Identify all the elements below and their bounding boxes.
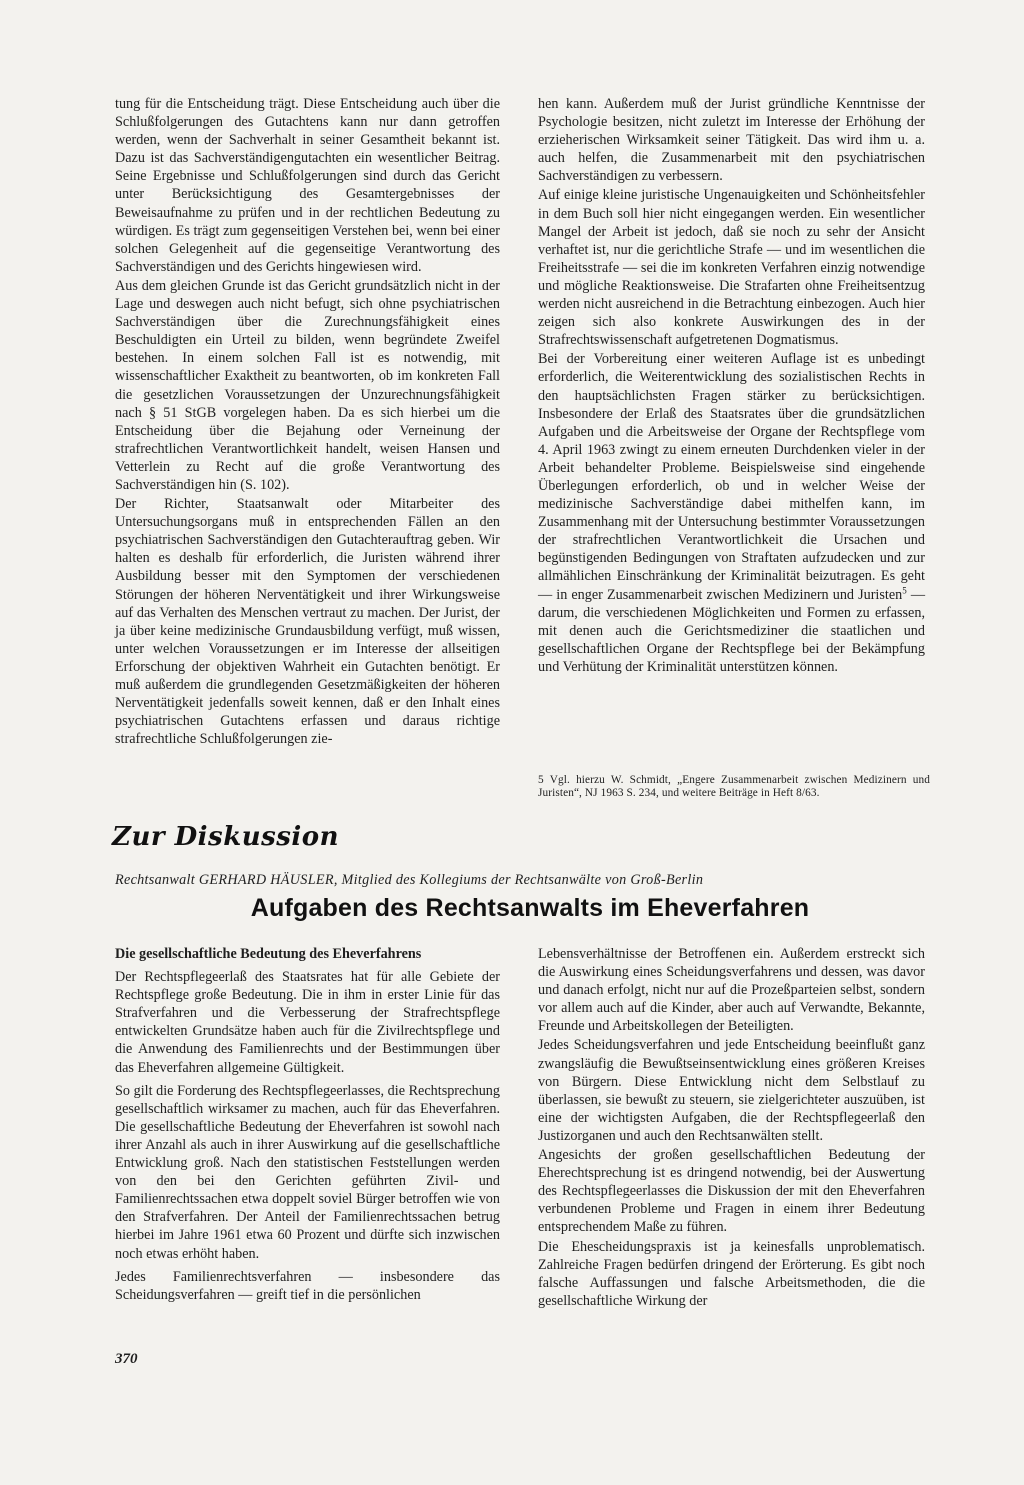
paragraph: Jedes Familienrechtsverfahren — insbesondere das Scheidungsverfahren — greift tief in die persönlichen	[115, 1268, 500, 1303]
bottom-right-column	[538, 945, 925, 1310]
paragraph: Aus dem gleichen Grunde ist das Gericht grundsätzlich nicht in der Lage und deswegen auch nicht befugt, sich ohne psychiatrischen Sachverständigen über die Zurechnungsfähigkeit eines Beschuldigten ein Urteil zu bilden, wenn begründete Zweifel bestehen. In einem solchen Fall ist es notwendig, mit wissenschaftlicher Exaktheit zu beantworten, ob im konkreten Fall die gesetzlichen Voraussetzungen der Unzurechnungsfähigkeit nach § 51 StGB vorgelegen haben. Da es sich hierbei um die Entscheidung über die Bejahung oder Verneinung der strafrechtlichen Verantwortlichkeit handelt, weisen Hansen und Vetterlein zu Recht auf die große Verantwortung des Sachverständigen hin (S. 102).	[115, 277, 500, 493]
paragraph: So gilt die Forderung des Rechtspflegeerlasses, die Rechtsprechung gesellschaftlich wirksamer zu machen, auch für das Eheverfahren. Die gesellschaftliche Bedeutung der Eheverfahren ist sowohl nach ihrer Anzahl als auch in ihrer Auswirkung auf die gesellschaftliche Entwicklung groß. Nach den statistischen Feststellungen werden von den bei den Gerichten geführten Zivil- und Familienrechtssachen etwa doppelt soviel Bürger betroffen wie von den Strafverfahren. Der Anteil der Familienrechtssachen betrug hierbei im Jahre 1961 etwa 60 Prozent und dürfte sich inzwischen noch etwas erhöht haben.	[115, 1082, 500, 1262]
top-left-column	[115, 95, 500, 748]
bottom-left-column	[115, 945, 500, 1304]
paragraph-text: Bei der Vorbereitung einer weiteren Auflage ist es unbedingt erforderlich, die Weiterentwicklung des sozialistischen Rechts in den hauptsächlichsten Fragen stärker zu berücksichtigen. Insbesondere der Erlaß des Staatsrates über die grundsätzlichen Aufgaben und die Arbeitsweise der Organe der Rechtspflege vom 4. April 1963 zwingt zu einem erneuten Durchdenken vieler in der Arbeit behandelter Probleme. Beispielsweise sind eingehende Überlegungen erforderlich, ob und in welcher Weise der medizinische Sachverständige dabei mithelfen kann, im Zusammenhang mit der Untersuchung bestimmter Voraussetzungen der strafrechtlichen Verantwortlichkeit die Ursachen und begünstigenden Bedingungen von Straftaten aufzudecken und zur allmählichen Einschränkung der Kriminalität beizutragen. Es geht — in enger Zusammenarbeit zwischen Medizinern und Juristen	[538, 351, 925, 603]
paragraph: Der Rechtspflegeerlaß des Staatsrates hat für alle Gebiete der Rechtspflege große Bedeutung. Die in ihm in erster Linie für das Strafverfahren und die Verbesserung der Strafrechtspflege entwickelten Grundsätze haben auch für die Zivilrechtspflege und die Anwendung des Familienrechts und der Bestimmungen über das Eheverfahren allgemeine Gültigkeit.	[115, 969, 500, 1076]
footnote-reference: 5	[902, 584, 907, 595]
paragraph-text: — darum, die verschiedenen Möglichkeiten und Formen zu erfassen, mit denen auch die Gerichtsmediziner die staatlichen und gesellschaftlichen Organe der Rechtspflege bei der Bekämpfung und Verhütung der Kriminalität unterstützen können.	[538, 586, 926, 675]
page-number: 370	[115, 1351, 138, 1367]
paragraph: Jedes Scheidungsverfahren und jede Entscheidung beeinflußt ganz zwangsläufig die Bewußtseinsentwicklung eines größeren Kreises von Bürgern. Diese Entwicklung nicht dem Selbstlauf zu überlassen, sie bewußt zu steuern, sie zielgerichteter auszuüben, ist eine der wichtigsten Aufgaben, die der Rechtspflegeerlaß den Justizorganen und auch den Rechtsanwälten stellt.	[538, 1037, 925, 1144]
paragraph	[538, 350, 925, 676]
section-heading: Zur Diskussion	[112, 822, 340, 852]
paragraph: Angesichts der großen gesellschaftlichen Bedeutung der Eherechtsprechung ist es dringend notwendig, bei der Auswertung des Rechtspflegeerlasses die Diskussion der mit den Eheverfahren verbundenen Probleme und Fragen in einem ihrer Bedeutung entsprechendem Maße zu führen.	[538, 1147, 925, 1236]
paragraph: tung für die Entscheidung trägt. Diese Entscheidung auch über die Schlußfolgerungen des Gutachtens kann nur dann getroffen werden, wenn der Sachverhalt in seiner Gesamtheit bekannt ist. Dazu ist das Sachverständigengutachten ein wesentlicher Beitrag. Seine Ergebnisse und Schlußfolgerungen sind durch das Gericht unter Berücksichtigung des Gesamtergebnisses der Beweisaufnahme zu prüfen und in der rechtlichen Bedeutung zu würdigen. Es trägt zum gegenseitigen Verstehen bei, wenn bei einer solchen Gelegenheit auf die gegenseitige Verantwortung des Sachverständigen und des Gerichts hingewiesen wird.	[115, 96, 500, 275]
paragraph: Lebensverhältnisse der Betroffenen ein. Außerdem erstreckt sich die Auswirkung eines Scheidungsverfahrens und dessen, was davor und danach erfolgt, nicht nur auf die Prozeßparteien selbst, sondern vor allem auch auf die Kinder, aber auch auf Verwandte, Bekannte, Freunde und Arbeitskollegen der Beteiligten.	[538, 946, 925, 1035]
paragraph: Der Richter, Staatsanwalt oder Mitarbeiter des Untersuchungsorgans muß in entsprechenden Fällen an den psychiatrischen Sachverständigen den Gutachterauftrag geben. Wir halten es deshalb für erforderlich, die Juristen während ihrer Ausbildung besser mit den Symptomen der verschiedenen Störungen der höheren Nerventätigkeit und ihrer Wirkungsweise auf das Verhalten des Menschen vertraut zu machen. Der Jurist, der ja über keine medizinische Grundausbildung verfügt, muß wissen, unter welchen Voraussetzungen er im Interesse der allseitigen Erforschung der objektiven Wahrheit ein Gutachten benötigt. Er muß außerdem die grundlegenden Gesetzmäßigkeiten der höheren Nerventätigkeit jedenfalls soweit kennen, daß er den Inhalt eines psychiatrischen Gutachtens erfassen und daraus richtige strafrechtliche Schlußfolgerungen zie-	[115, 496, 500, 748]
top-right-column	[538, 95, 925, 676]
author-byline: Rechtsanwalt GERHARD HÄUSLER, Mitglied des Kollegiums der Rechtsanwälte von Groß-Berlin	[115, 872, 704, 888]
subheading: Die gesellschaftliche Bedeutung des Eheverfahrens	[115, 946, 422, 962]
paragraph: Auf einige kleine juristische Ungenauigkeiten und Schönheitsfehler in dem Buch soll hier nicht eingegangen werden. Ein wesentlicher Mangel der Arbeit ist jedoch, daß sie noch zu sehr der Ansicht verhaftet ist, nur die gerichtliche Strafe — und im wesentlichen die Freiheitsstrafe — sei die im konkreten Verfahren einzig notwendige und mögliche Reaktionsweise. Die Strafarten ohne Freiheitsentzug werden nicht ausreichend in die Betrachtung einbezogen. Auch hier zeigen sich also konkrete Auswirkungen des in der Strafrechtswissenschaft aufgetretenen Dogmatismus.	[538, 187, 925, 349]
article-title: Aufgaben des Rechtsanwalts im Eheverfahren	[250, 894, 810, 922]
paragraph: hen kann. Außerdem muß der Jurist gründliche Kenntnisse der Psychologie besitzen, nicht zuletzt im Interesse der Erhöhung der erzieherischen Wirksamkeit seiner Tätigkeit. Das wird ihm u. a. auch helfen, die Zusammenarbeit mit den psychiatrischen Sachverständigen zu verbessern.	[538, 96, 925, 185]
footnote	[538, 774, 930, 800]
footnote-number: 5	[538, 774, 544, 786]
paragraph: Die Ehescheidungspraxis ist ja keinesfalls unproblematisch. Zahlreiche Fragen bedürfen dringend der Erörterung. Es gibt noch falsche Auffassungen und falsche Arbeitsmethoden, die die gesellschaftliche Wirkung der	[538, 1238, 925, 1309]
footnote-text: Vgl. hierzu W. Schmidt, „Engere Zusammenarbeit zwischen Medizinern und Juristen“, NJ 1963 S. 234, und weitere Beiträge in Heft 8/63.	[538, 774, 930, 800]
